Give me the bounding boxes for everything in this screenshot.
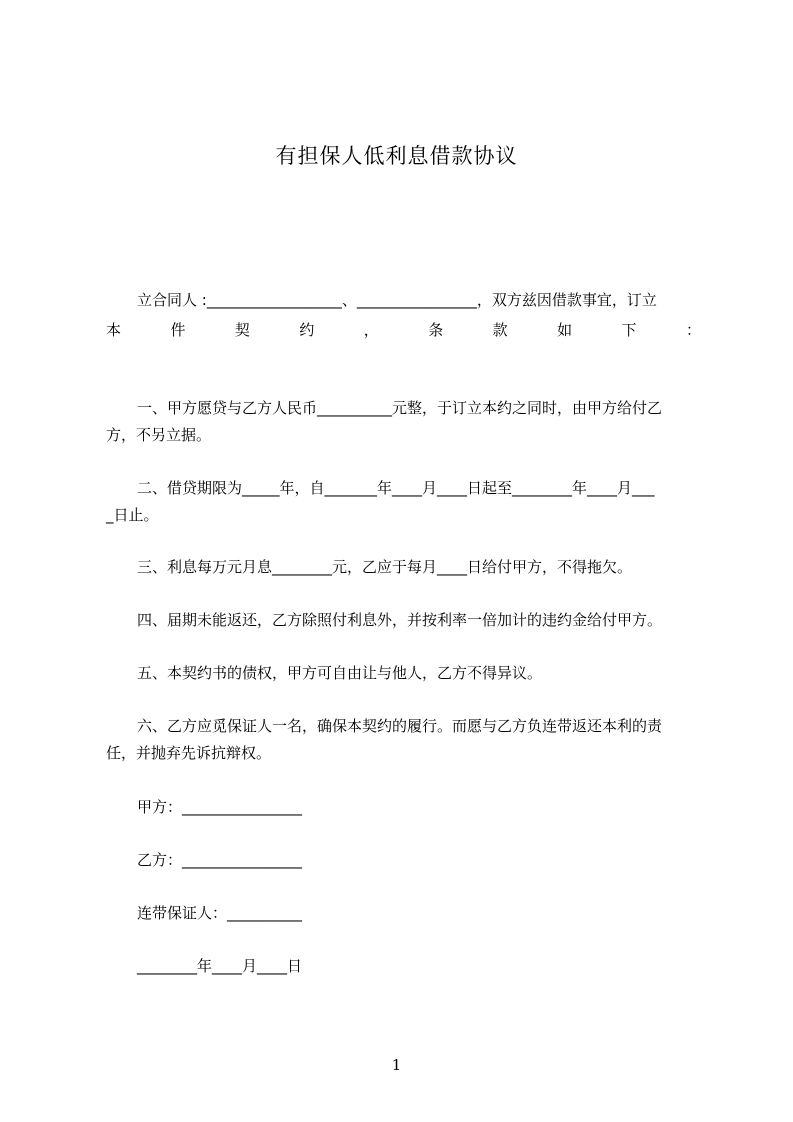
preamble-char: ， bbox=[363, 321, 379, 339]
clause-6-line-2: 任，并抛弃先诉抗辩权。 bbox=[106, 744, 272, 762]
preamble-char: 款 bbox=[492, 321, 508, 339]
signature-party-a: 甲方：________________ bbox=[137, 798, 303, 816]
signature-party-b: 乙方：________________ bbox=[137, 851, 303, 869]
preamble-char: 如 bbox=[557, 321, 573, 339]
clause-5: 五、本契约书的债权，甲方可自由让与他人，乙方不得异议。 bbox=[137, 664, 543, 682]
preamble-char: 契 bbox=[234, 321, 250, 339]
preamble-char: 约 bbox=[299, 321, 315, 339]
signature-date: ________年____月____日 bbox=[137, 957, 303, 975]
clause-4: 四、届期未能返还，乙方除照付利息外，并按利率一倍加计的违约金给付甲方。 bbox=[137, 611, 663, 629]
clause-2-line-1: 二、借贷期限为_____年，自_______年____月____日起至________年____月___ bbox=[137, 479, 655, 497]
clause-1-line-1: 一、甲方愿贷与乙方人民币__________元整，于订立本约之同时，由甲方给付乙 bbox=[137, 399, 663, 417]
document-title: 有担保人低利息借款协议 bbox=[275, 144, 518, 168]
clause-3: 三、利息每万元月息________元，乙应于每月____日给付甲方，不得拖欠。 bbox=[137, 558, 633, 576]
page-number: 1 bbox=[391, 1056, 402, 1074]
preamble-char: 条 bbox=[428, 321, 444, 339]
preamble-char: 件 bbox=[170, 321, 186, 339]
clause-2-line-2: _日止。 bbox=[106, 506, 159, 524]
clause-1-line-2: 方，不另立据。 bbox=[106, 426, 212, 444]
preamble-char: ： bbox=[685, 321, 701, 339]
preamble-char: 本 bbox=[106, 321, 122, 339]
signature-guarantor: 连带保证人：__________ bbox=[137, 904, 303, 922]
preamble-line-1: 立合同人 :__________________、________________，双方兹因借款事宜，订立 bbox=[137, 291, 657, 309]
clause-6-line-1: 六、乙方应觅保证人一名，确保本契约的履行。而愿与乙方负连带返还本利的责 bbox=[137, 717, 663, 735]
preamble-line-2 bbox=[106, 317, 701, 344]
preamble-char: 下 bbox=[621, 321, 637, 339]
